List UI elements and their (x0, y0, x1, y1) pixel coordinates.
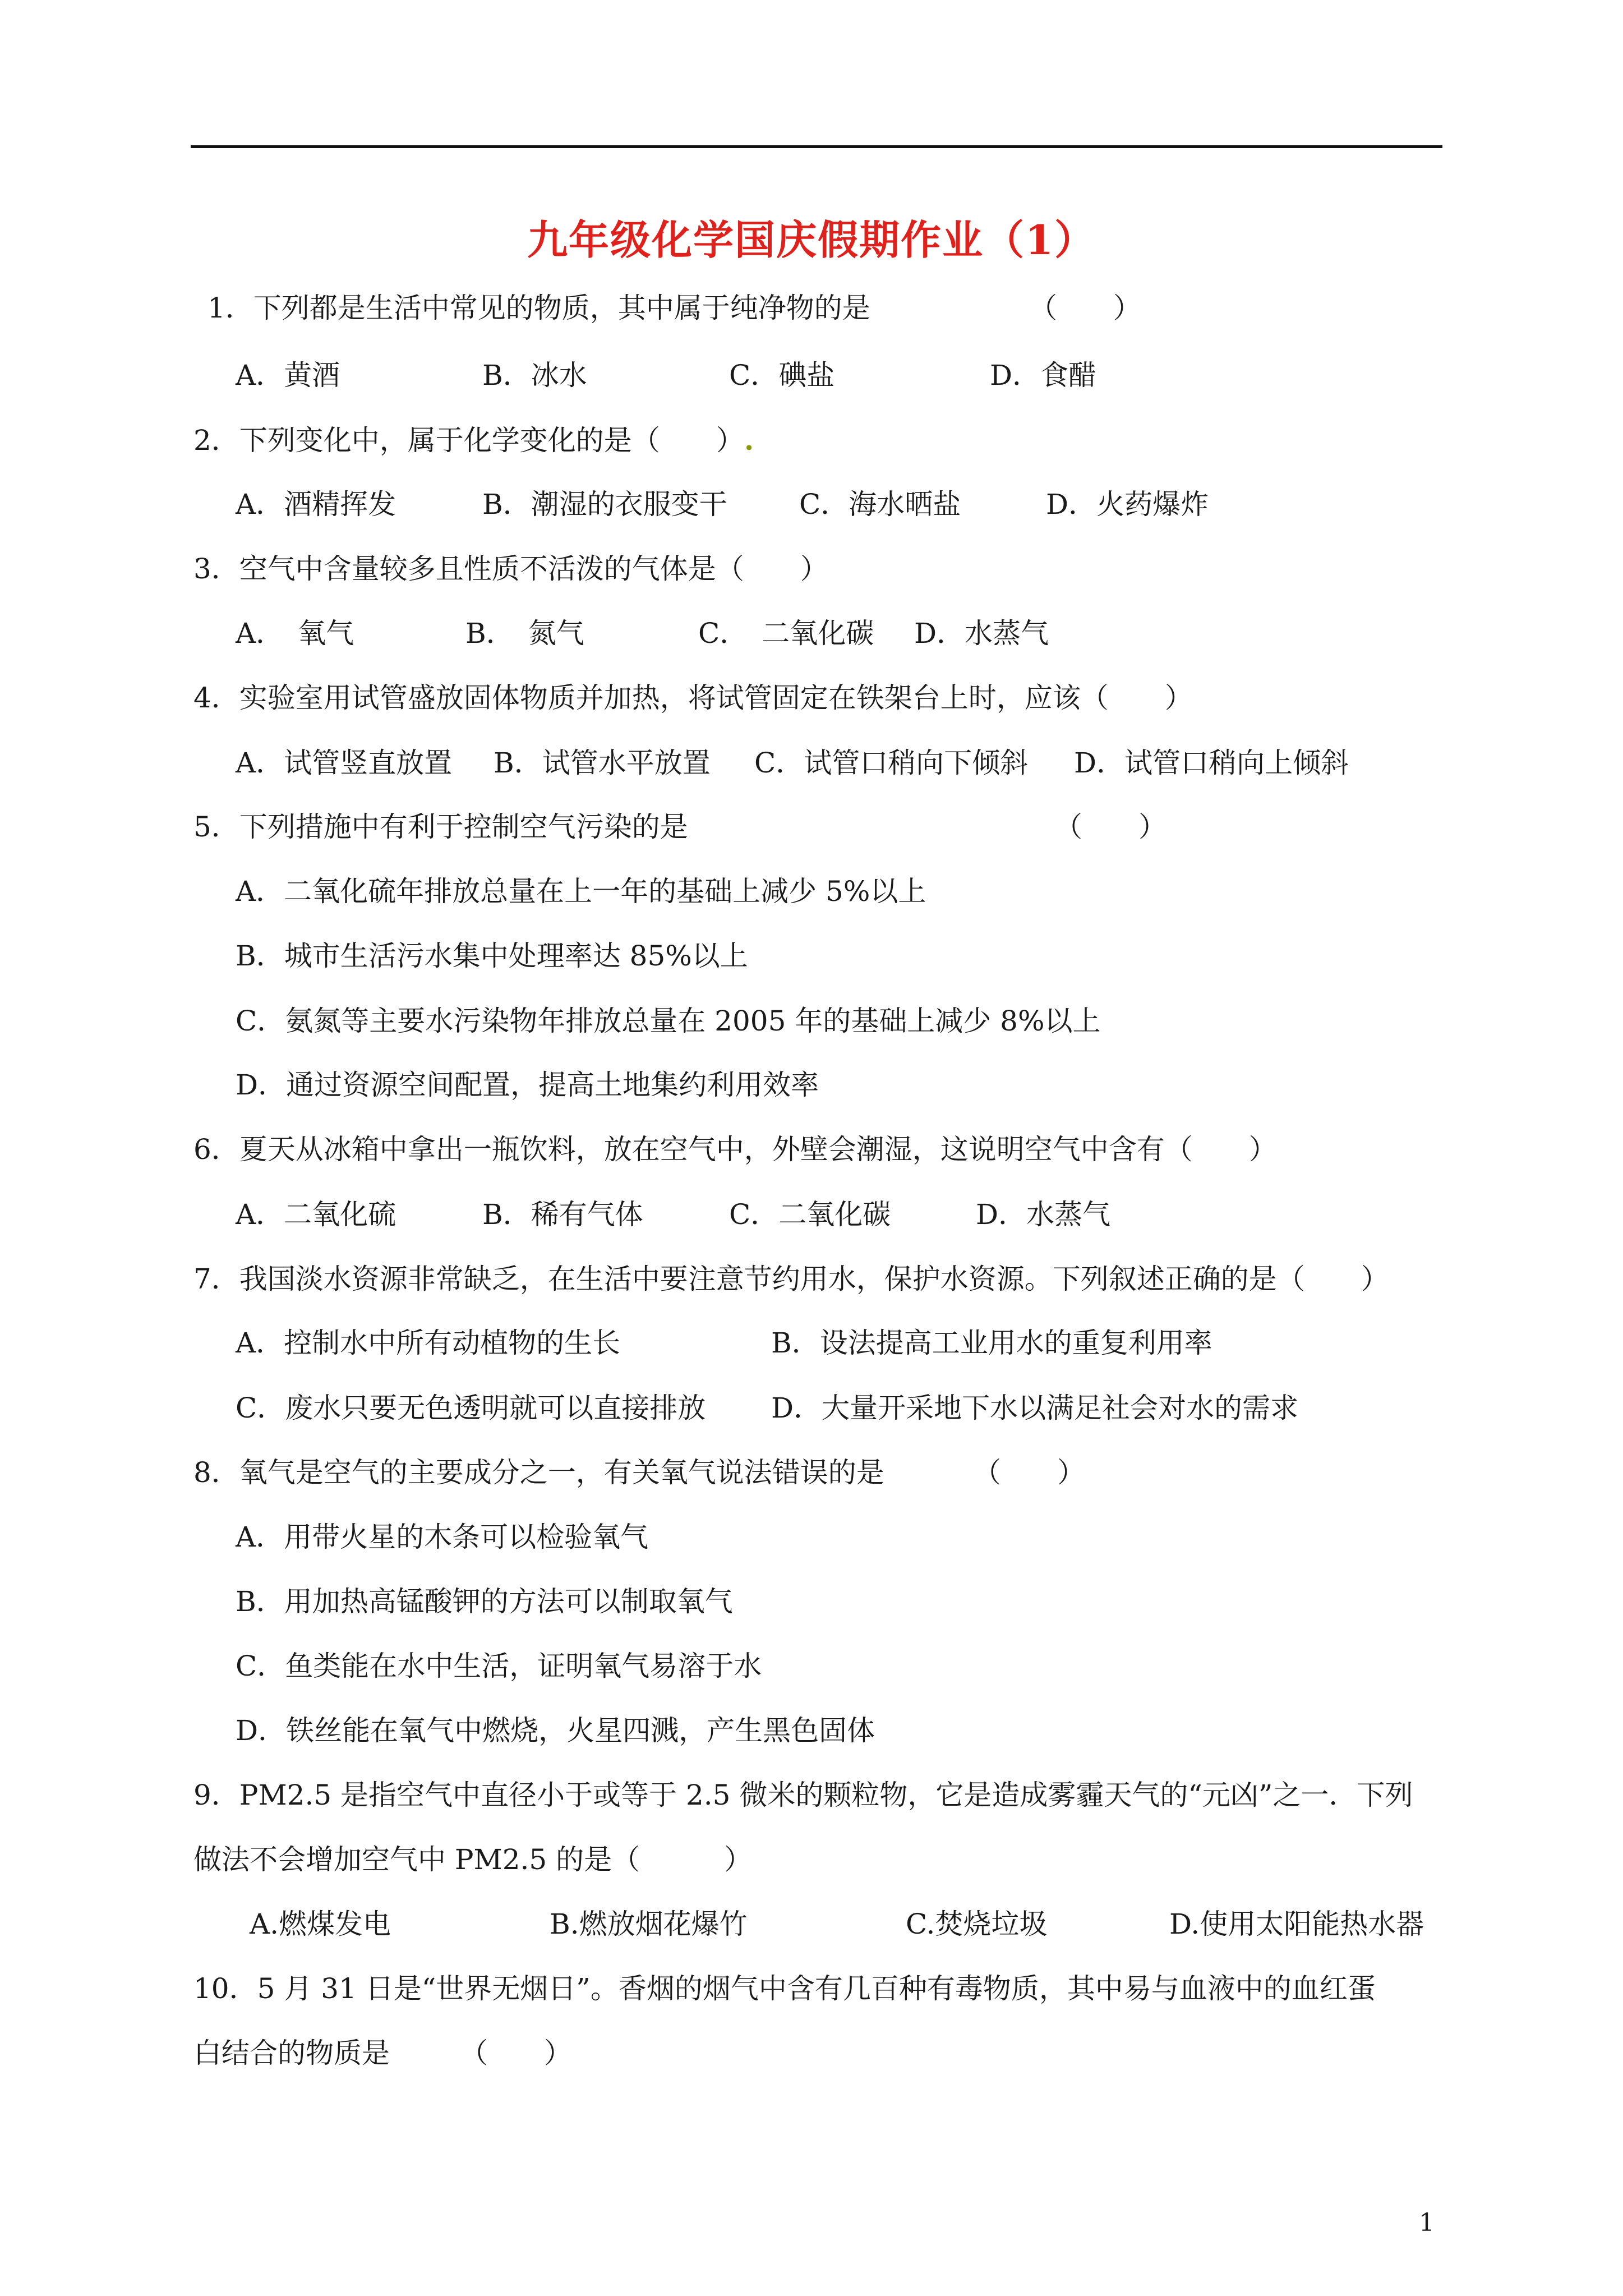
question-3-stem: 3．空气中含量较多且性质不活泼的气体是（ ） (193, 553, 828, 585)
question-7-option-b: B．设法提高工业用水的重复利用率 (771, 1327, 1212, 1359)
question-2-option-a: A．酒精挥发 (236, 488, 396, 521)
question-1-stem: 1．下列都是生活中常见的物质，其中属于纯净物的是 (208, 292, 870, 324)
question-8-option-c: C．鱼类能在水中生活，证明氧气易溶于水 (236, 1650, 762, 1682)
question-8-answer-blank: （ ） (973, 1456, 1085, 1489)
question-7-option-d: D．大量开采地下水以满足社会对水的需求 (771, 1392, 1299, 1424)
stray-dot: . (744, 424, 754, 457)
question-7-option-c: C．废水只要无色透明就可以直接排放 (236, 1392, 706, 1424)
question-1-option-a: A．黄酒 (236, 359, 340, 392)
question-1-option-b: B．冰水 (482, 359, 587, 392)
question-5-option-d: D．通过资源空间配置，提高土地集约利用效率 (236, 1069, 819, 1101)
question-2-stem (193, 422, 754, 458)
question-2-option-b: B．潮湿的衣服变干 (482, 488, 727, 521)
question-4-option-a: A．试管竖直放置 (236, 747, 453, 779)
question-8-option-d: D．铁丝能在氧气中燃烧，火星四溅，产生黑色固体 (236, 1714, 875, 1747)
question-6-option-d: D．水蒸气 (976, 1198, 1111, 1231)
question-7-stem: 7．我国淡水资源非常缺乏，在生活中要注意节约用水，保护水资源。下列叙述正确的是（ ） (193, 1263, 1389, 1295)
question-5-answer-blank: （ ） (1054, 811, 1166, 843)
question-6-option-b: B．稀有气体 (482, 1198, 643, 1231)
page-number: 1 (1419, 2208, 1435, 2237)
question-3-option-d: D．水蒸气 (914, 617, 1049, 650)
question-3-option-b: B． 氮气 (465, 617, 584, 650)
question-8-option-a: A．用带火星的木条可以检验氧气 (236, 1521, 649, 1553)
question-7-option-a: A．控制水中所有动植物的生长 (236, 1327, 621, 1359)
question-4-option-b: B．试管水平放置 (494, 747, 711, 779)
question-9-option-a: A.燃煤发电 (250, 1908, 391, 1940)
question-10-stem-line-1: 10．5 月 31 日是“世界无烟日”。香烟的烟气中含有几百种有毒物质，其中易与血液中的血红蛋 (193, 1972, 1376, 2005)
question-8-stem: 8．氧气是空气的主要成分之一，有关氧气说法错误的是 (193, 1456, 884, 1489)
question-2-option-d: D．火药爆炸 (1046, 488, 1209, 521)
question-10-stem-line-2: 白结合的物质是 (193, 2037, 390, 2069)
question-9-stem-line-2: 做法不会增加空气中 PM2.5 的是（ ） (193, 1843, 753, 1876)
question-4-stem: 4．实验室用试管盛放固体物质并加热，将试管固定在铁架台上时，应该（ ） (193, 682, 1193, 714)
question-1-answer-blank: （ ） (1029, 292, 1141, 324)
question-5-option-a: A．二氧化硫年排放总量在上一年的基础上减少 5%以上 (236, 875, 926, 908)
question-3-option-a: A． 氧气 (236, 617, 354, 650)
question-9-option-b: B.燃放烟花爆竹 (550, 1908, 748, 1940)
question-4-option-c: C．试管口稍向下倾斜 (754, 747, 1029, 779)
question-10-answer-blank: （ ） (460, 2037, 572, 2069)
question-3-option-c: C． 二氧化碳 (698, 617, 874, 650)
question-5-stem: 5．下列措施中有利于控制空气污染的是 (193, 811, 688, 843)
question-4-option-d: D．试管口稍向上倾斜 (1074, 747, 1349, 779)
question-1-option-c: C．碘盐 (729, 359, 835, 392)
question-5-option-b: B．城市生活污水集中处理率达 85%以上 (236, 940, 748, 972)
question-9-option-d: D.使用太阳能热水器 (1169, 1908, 1424, 1940)
question-9-stem-line-1: 9．PM2.5 是指空气中直径小于或等于 2.5 微米的颗粒物，它是造成雾霾天气的“元凶”之一．下列 (193, 1779, 1413, 1811)
question-6-option-c: C．二氧化碳 (729, 1198, 891, 1231)
header-rule (191, 145, 1442, 148)
question-9-option-c: C.焚烧垃圾 (906, 1908, 1048, 1940)
question-1-option-d: D．食醋 (990, 359, 1097, 392)
page-title: 九年级化学国庆假期作业（1） (527, 216, 1096, 264)
question-2-stem-text: 2．下列变化中，属于化学变化的是（ ） (193, 424, 744, 457)
question-5-option-c: C．氨氮等主要水污染物年排放总量在 2005 年的基础上减少 8%以上 (236, 1005, 1101, 1037)
question-2-option-c: C．海水晒盐 (799, 488, 961, 521)
question-8-option-b: B．用加热高锰酸钾的方法可以制取氧气 (236, 1585, 733, 1618)
question-6-stem: 6．夏天从冰箱中拿出一瓶饮料，放在空气中，外壁会潮湿，这说明空气中含有（ ） (193, 1133, 1277, 1166)
question-6-option-a: A．二氧化硫 (236, 1198, 396, 1231)
